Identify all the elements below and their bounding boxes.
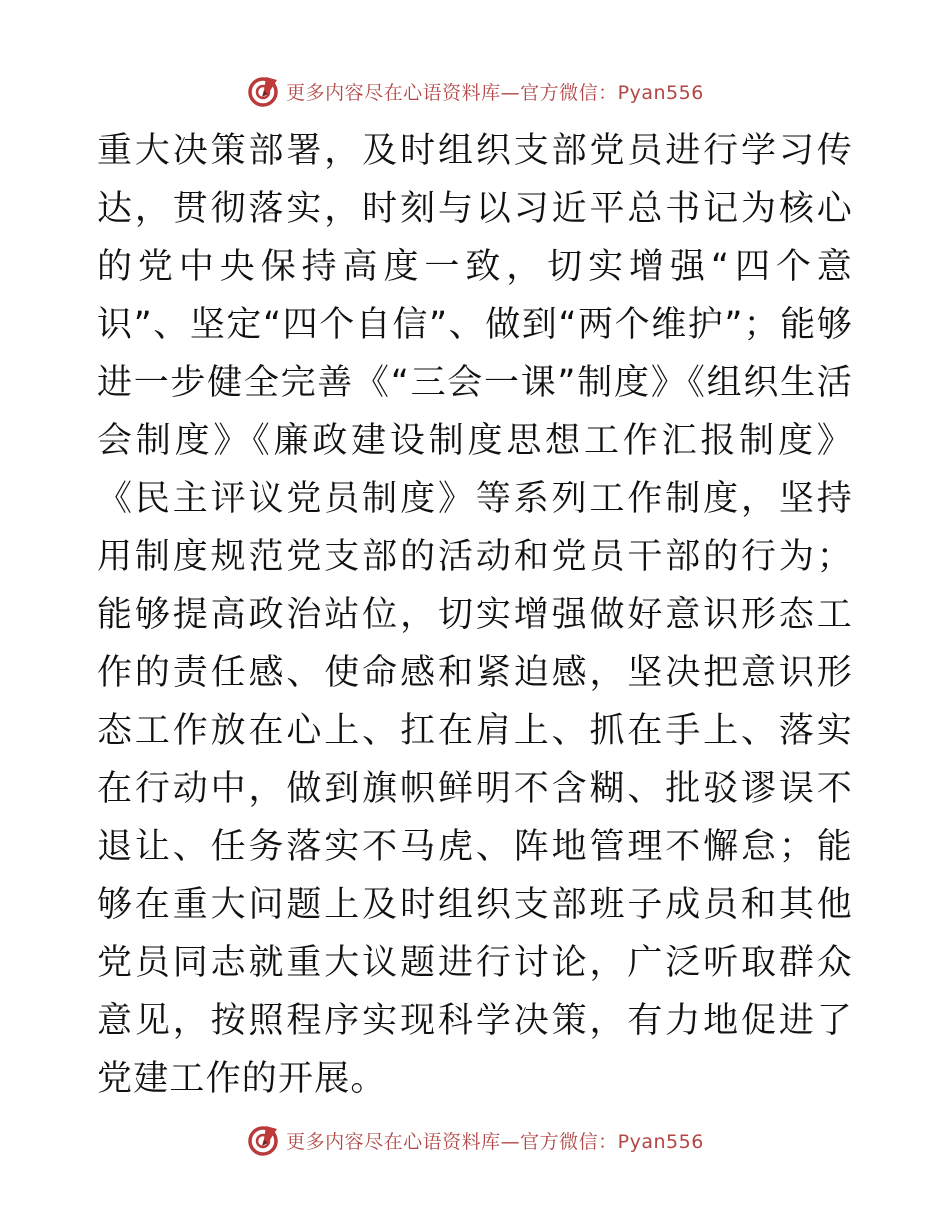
body-paragraph: 重大决策部署，及时组织支部党员进行学习传达，贯彻落实，时刻与以习近平总书记为核心的党中央保持高度一致，切实增强“四个意识”、坚定“四个自信”、做到“两个维护”；能够进一步健全完善《“三会一课”制度》《组织生活会制度》《廉政建设制度思想工作汇报制度》《民主评议党员制度》等系列工作制度，坚持用制度规范党支部的活动和党员干部的行为；能够提高政治站位，切实增强做好意识形态工作的责任感、使命感和紧迫感，坚决把意识形态工作放在心上、扛在肩上、抓在手上、落实在行动中，做到旗帜鲜明不含糊、批驳谬误不退让、任务落实不马虎、阵地管理不懈怠；能够在重大问题上及时组织支部班子成员和其他党员同志就重大议题进行讨论，广泛听取群众意见，按照程序实现科学决策，有力地促进了党建工作的开展。	[97, 131, 853, 1099]
footer-banner	[0, 1120, 950, 1160]
pen-logo-icon	[246, 74, 280, 108]
header-banner-text: 更多内容尽在心语资料库—官方微信：Pyan556	[286, 81, 704, 104]
pen-logo-icon	[246, 1123, 280, 1157]
header-banner	[0, 71, 950, 111]
footer-banner-text: 更多内容尽在心语资料库—官方微信：Pyan556	[286, 1130, 704, 1153]
